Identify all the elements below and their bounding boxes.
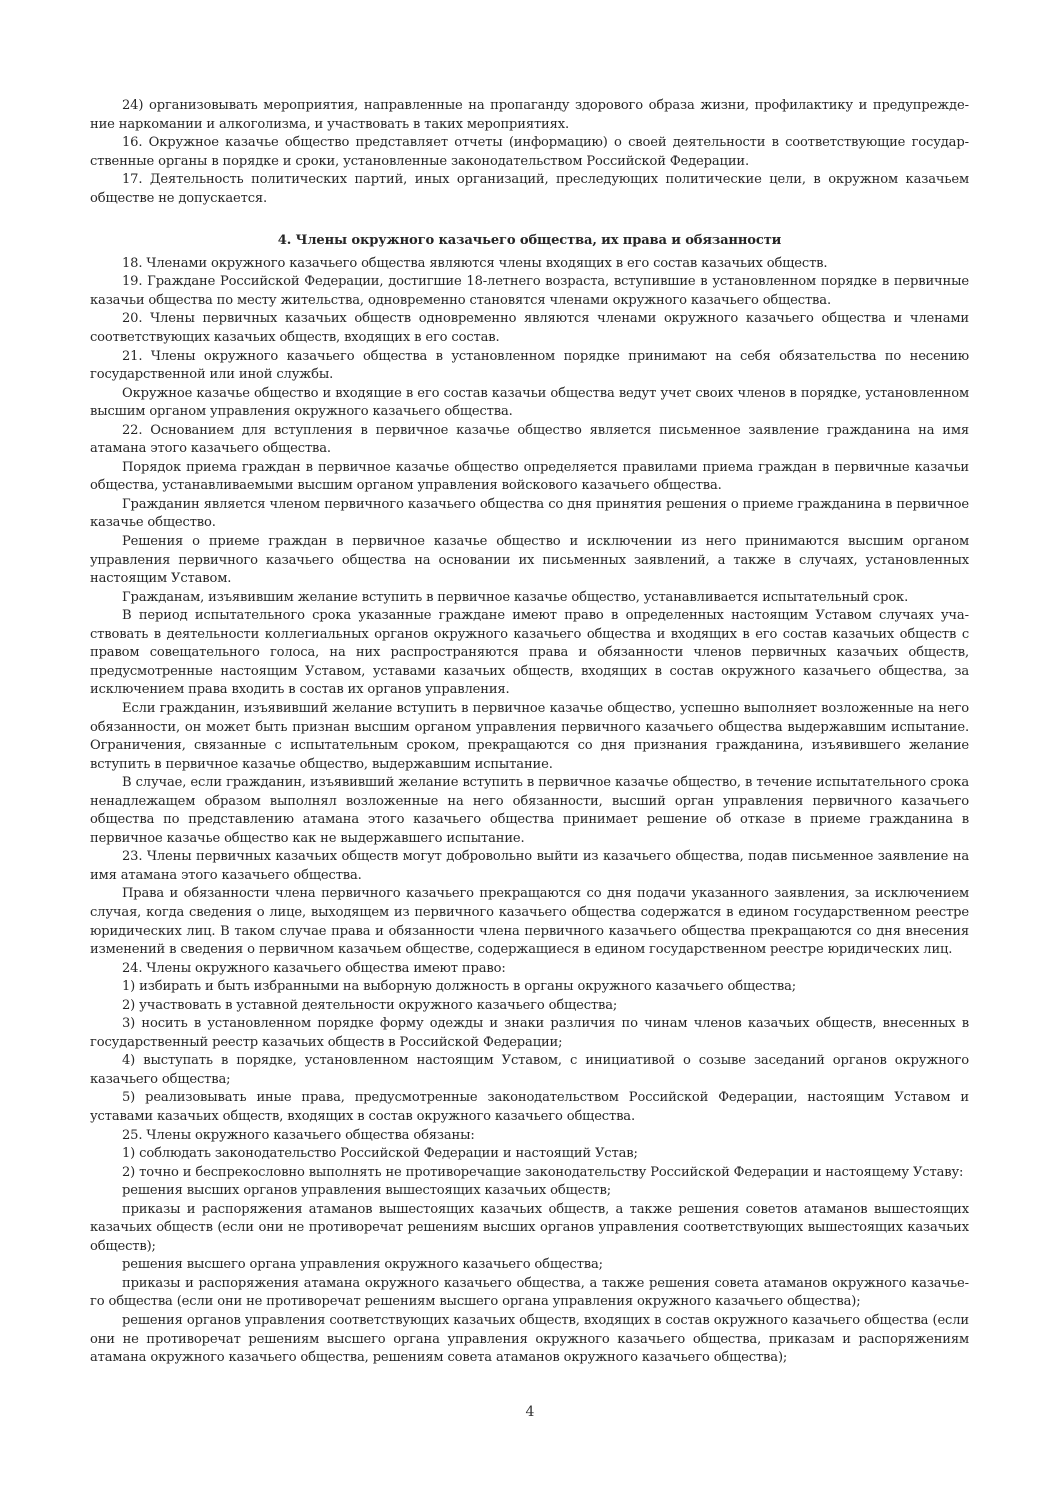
- page-number: 4: [525, 1404, 535, 1420]
- paragraph: приказы и распоряжения атаманов вышестоящих казачьих обществ, а также решения советов атаманов вышестоящих казачьих обществ (если они не противоречат решениям высших органов управления соответствующих вышестоящих казачьих обществ);: [90, 1201, 969, 1254]
- paragraph: 24. Члены окружного казачьего общества имеют право:: [122, 960, 506, 976]
- paragraph: 5) реализовывать иные права, предусмотренные законодательством Российской Федерации, настоящим Уставом и уставами казачьих обществ, входящих в состав окружного казачьего общества.: [90, 1090, 969, 1124]
- paragraph: 21. Члены окружного казачьего общества в установленном порядке принимают на себя обязательства по несению государственной или иной службы.: [90, 348, 969, 383]
- paragraph: 18. Членами окружного казачьего общества являются члены входящих в его состав казачьих обществ.: [122, 255, 828, 271]
- paragraph: 2) точно и беспрекословно выполнять не противоречащие законодательству Российской Федерации и настоящему Уставу:: [122, 1164, 964, 1180]
- paragraph: 19. Граждане Российской Федерации, достигшие 18-летнего возраста, вступившие в установленном порядке в первичные казачьи общества по месту жительства, одновременно становятся членами окружного казачьего общества.: [90, 274, 969, 308]
- paragraph: 23. Члены первичных казачьих обществ могут добровольно выйти из казачьего общества, подав письменное заявление на имя атамана этого казачьего общества.: [90, 849, 969, 883]
- paragraph: приказы и распоряжения атамана окружного казачьего общества, а также решения совета атаманов окружного казачьего общества (если они не противоречат решениям высшего органа управления окружного казачьего общества);: [90, 1275, 969, 1310]
- paragraph: 1) соблюдать законодательство Российской Федерации и настоящий Устав;: [122, 1146, 638, 1162]
- paragraph: В случае, если гражданин, изъявивший желание вступить в первичное казачье общество, в течение испытательного срока ненадлежащем образом выполнял возложенные на него обязанности, высший орган управления первичного казачьего общества по представлению атамана этого казачьего общества принимает решение об отказе в приеме гражданина в первичное казачье общество как не выдержавшего испытание.: [90, 775, 969, 846]
- paragraph: 20. Члены первичных казачьих обществ одновременно являются членами окружного казачьего общества и членами соответствующих казачьих обществ, входящих в его состав.: [90, 311, 969, 346]
- paragraph: Если гражданин, изъявивший желание вступить в первичное казачье общество, успешно выполняет возложенные на него обязанности, он может быть признан высшим органом управления первичного казачьего общества выдержавшим испытание. Ограничения, связанные с испытательным сроком, прекращаются со дня признания гражданина, изъявившего желание вступить в первичное казачье общество, выдержавшим испытание.: [90, 700, 969, 772]
- paragraph: Решения о приеме граждан в первичное казачье общество и исключении из него принимаются высшим органом управления первичного казачьего общества на основании их письменных заявлений, а также в случаях, установленных настоящим Уставом.: [90, 534, 969, 587]
- paragraph: 4) выступать в порядке, установленном настоящим Уставом, с инициативой о созыве заседаний органов окружного казачьего общества;: [90, 1053, 969, 1087]
- paragraph-16: 16. Окружное казачье общество представляет отчеты (информацию) о своей деятельности в соответствующие государственные органы в порядке и сроки, установленные законодательством Российской Федерации.: [90, 135, 969, 169]
- paragraph: 3) носить в установленном порядке форму одежды и знаки различия по чинам членов казачьих обществ, внесенных в государственный реестр казачьих обществ в Российской Федерации;: [90, 1016, 969, 1050]
- paragraph: Окружное казачье общество и входящие в его состав казачьи общества ведут учет своих членов в порядке, установленном высшим органом управления окружного казачьего общества.: [90, 385, 969, 420]
- page-body: [90, 97, 969, 1368]
- paragraph: 25. Члены окружного казачьего общества обязаны:: [122, 1127, 475, 1143]
- paragraph: решения высших органов управления вышестоящих казачьих обществ;: [122, 1183, 611, 1199]
- paragraph-17: 17. Деятельность политических партий, иных организаций, преследующих политические цели, в окружном казачьем обществе не допускается.: [90, 172, 969, 206]
- paragraph: Порядок приема граждан в первичное казачье общество определяется правилами приема граждан в первичные казачьи общества, устанавливаемыми высшим органом управления войскового казачьего общества.: [90, 459, 969, 494]
- paragraph: Права и обязанности члена первичного казачьего прекращаются со дня подачи указанного заявления, за исключением случая, когда сведения о лице, выходящем из первичного казачьего общества содержатся в едином государственном реестре юридических лиц. В таком случае права и обязанности члена первичного казачьего общества прекращаются со дня внесения изменений в сведения о первичном казачьем обществе, содержащиеся в едином государственном реестре юридических лиц.: [90, 886, 969, 958]
- section-body: [90, 255, 969, 1368]
- paragraph: решения органов управления соответствующих казачьих обществ, входящих в состав окружного казачьего общества (если они не противоречат решениям высшего органа управления окружного казачьего общества, приказам и распоряжениям атамана окружного казачьего общества, решениям совета атаманов окружного казачьего общества);: [90, 1313, 969, 1366]
- paragraph: Гражданин является членом первичного казачьего общества со дня принятия решения о приеме гражданина в первичное казачье общество.: [90, 496, 969, 531]
- paragraph: Гражданам, изъявившим желание вступить в первичное казачье общество, устанавливается испытательный срок.: [122, 589, 909, 605]
- paragraph-item-24: 24) организовывать мероприятия, направленные на пропаганду здорового образа жизни, профилактику и предупреждение наркомании и алкоголизма, и участвовать в таких мероприятиях.: [90, 98, 969, 132]
- paragraph: 2) участвовать в уставной деятельности окружного казачьего общества;: [122, 997, 618, 1013]
- paragraph: В период испытательного срока указанные граждане имеют право в определенных настоящим Уставом случаях участвовать в деятельности коллегиальных органов окружного казачьего общества и входящих в его состав казачьих обществ с правом совещательного голоса, на них распространяются права и обязанности членов первичных казачьих обществ, предусмотренные настоящим Уставом, уставами казачьих обществ, входящих в состав окружного казачьего общества, за исключением права входить в состав их органов управления.: [90, 608, 969, 698]
- paragraph: решения высшего органа управления окружного казачьего общества;: [122, 1257, 603, 1273]
- paragraph: 22. Основанием для вступления в первичное казачье общество является письменное заявление гражданина на имя атамана этого казачьего общества.: [90, 422, 969, 457]
- paragraph: 1) избирать и быть избранными на выборную должность в органы окружного казачьего общества;: [122, 979, 797, 995]
- section-heading: 4. Члены окружного казачьего общества, их права и обязанности: [277, 233, 782, 249]
